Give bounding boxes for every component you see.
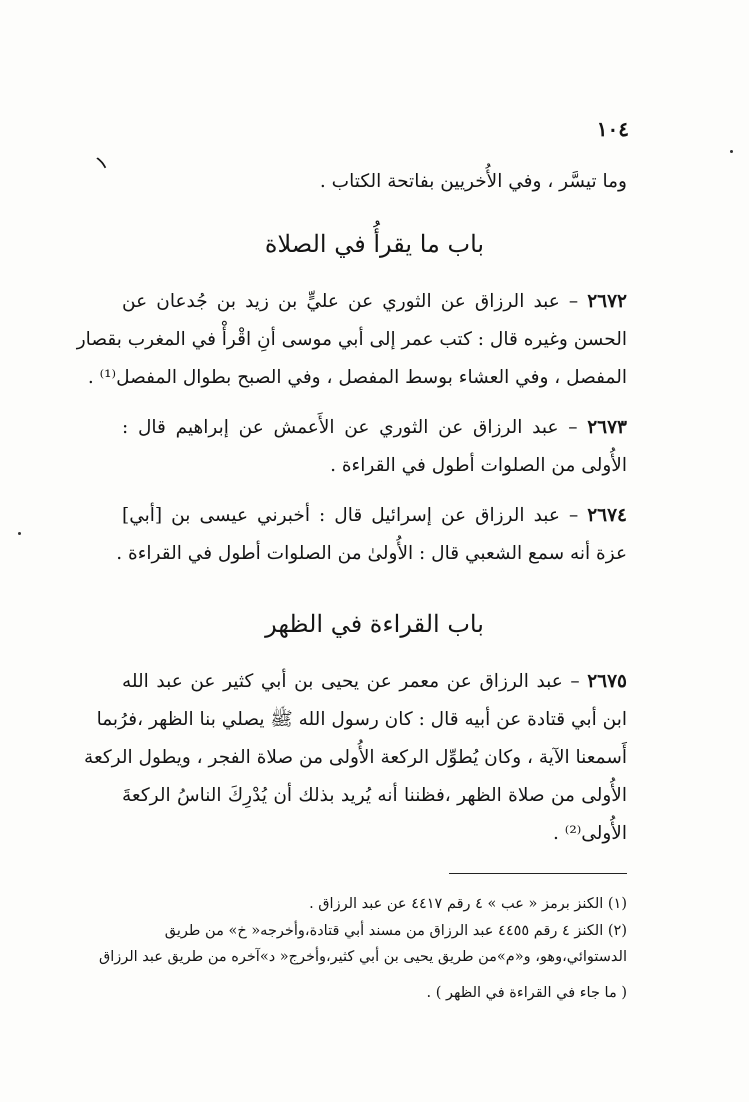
hadith-text: – عبد الرزاق عن إسرائيل قال : أخبرني عيسى بن [أبي] [122,505,579,526]
hadith-line [122,290,627,314]
hadith-line [122,416,627,440]
hadith-line: الأُولى من الصلوات أطول في القراءة . [330,455,627,476]
hadith-text: – عبد الرزاق عن معمر عن يحيى بن أبي كثير عن عبد الله [122,671,580,692]
section-title: باب القراءة في الظهر [265,610,484,638]
page-number: ١٠٤ [596,117,629,141]
hadith-line: عزة أنه سمع الشعبي قال : الأُولىٰ من الصلوات أطول في القراءة . [116,543,627,564]
hadith-line [122,670,627,694]
section-title: باب ما يقرأُ في الصلاة [264,230,485,258]
hadith-text: – عبد الرزاق عن الثوري عن عليٍّ بن زيد بن جُدعان عن [122,291,579,312]
footnote: ( ما جاء في القراءة في الظهر ) . [426,985,627,1001]
hadith-line [122,504,627,528]
hadith-line: ابن أبي قتادة عن أبيه قال : كان رسول الله ﷺ يصلي بنا الظهر ،فرُبما [96,709,627,730]
hadith-line: الأُولى⁽²⁾ . [553,823,627,844]
hadith-line: المفصل ، وفي العشاء بوسط المفصل ، وفي الصبح بطوال المفصل⁽¹⁾ . [87,367,627,388]
footnote: (٢) الكنز ٤ رقم ٤٤٥٥ عبد الرزاق من مسند أبي قتادة،وأخرجه« خ» من طريق [164,923,627,939]
hadith-number: ٢٦٧٤ [587,505,627,526]
footnote-divider [449,873,627,874]
hadith-text: – عبد الرزاق عن الثوري عن الأَعمش عن إبراهيم قال : [122,417,578,438]
hadith-number: ٢٦٧٣ [587,417,627,438]
hadith-line: الأُولى من صلاة الظهر ،فظننا أنه يُريد بذلك أن يُدْرِكَ الناسُ الركعةَ [122,785,627,806]
footnote: الدستوائي،وهو، و«م»من طريق يحيى بن أبي كثير،وأخرج« د»آخره من طريق عبد الرزاق [98,949,627,965]
hadith-number: ٢٦٧٢ [587,291,627,312]
scan-speck [18,532,21,535]
footnote: (١) الكنز برمز « عب » ٤ رقم ٤٤١٧ عن عبد الرزاق . [309,896,627,912]
hadith-line: الحسن وغيره قال : كتب عمر إلى أبي موسى أنِ اقْرأْ في المغرب بقصار [76,329,627,350]
scan-speck [730,150,733,153]
hadith-number: ٢٦٧٥ [587,671,627,692]
corner-mark: ١ [90,148,113,176]
hadith-line: أَسمعنا الآية ، وكان يُطوِّل الركعة الأُولى من صلاة الفجر ، ويطول الركعة [84,747,627,768]
intro-line: وما تيسَّر ، وفي الأُخريين بفاتحة الكتاب . [319,171,627,192]
